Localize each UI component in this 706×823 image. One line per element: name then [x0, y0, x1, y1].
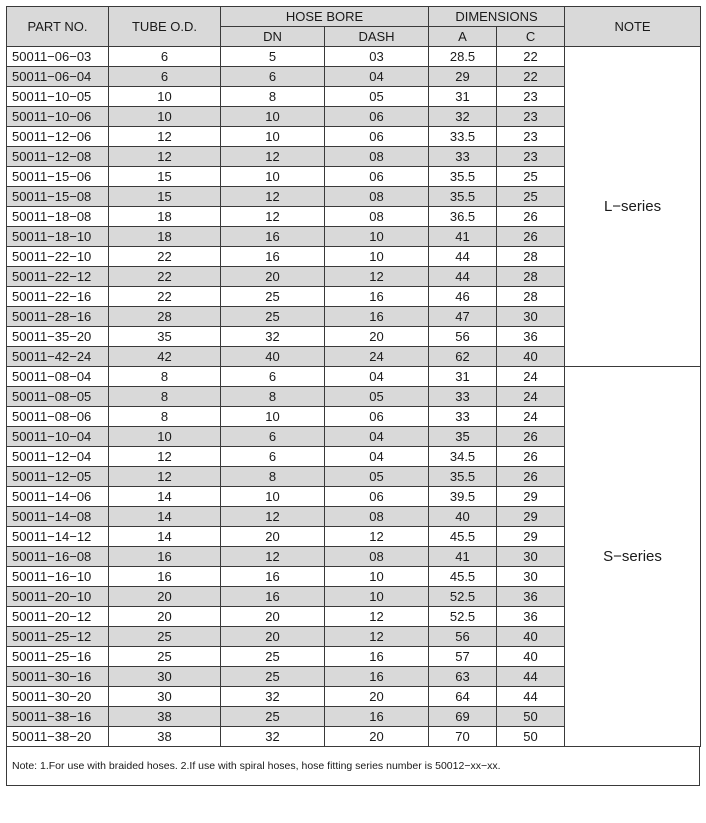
part-no-cell: 50011−14−06	[7, 487, 109, 507]
dim-c-cell: 29	[497, 507, 565, 527]
tube-od-cell: 28	[109, 307, 221, 327]
dim-a-cell: 41	[429, 547, 497, 567]
tube-od-cell: 8	[109, 407, 221, 427]
fitting-spec-table	[6, 6, 701, 747]
dim-a-cell: 29	[429, 67, 497, 87]
table-body	[7, 47, 701, 747]
dim-a-cell: 57	[429, 647, 497, 667]
dim-a-cell: 45.5	[429, 527, 497, 547]
dn-cell: 25	[221, 647, 325, 667]
dn-cell: 20	[221, 627, 325, 647]
dim-a-cell: 32	[429, 107, 497, 127]
dim-a-cell: 64	[429, 687, 497, 707]
dash-cell: 06	[325, 487, 429, 507]
tube-od-cell: 20	[109, 607, 221, 627]
tube-od-cell: 18	[109, 207, 221, 227]
dim-c-cell: 22	[497, 47, 565, 67]
dim-a-cell: 52.5	[429, 587, 497, 607]
part-no-cell: 50011−22−10	[7, 247, 109, 267]
dash-cell: 05	[325, 387, 429, 407]
dn-cell: 16	[221, 567, 325, 587]
tube-od-cell: 10	[109, 87, 221, 107]
dash-cell: 04	[325, 67, 429, 87]
part-no-cell: 50011−12−05	[7, 467, 109, 487]
part-no-cell: 50011−12−04	[7, 447, 109, 467]
dash-cell: 06	[325, 127, 429, 147]
dash-cell: 16	[325, 667, 429, 687]
dn-cell: 5	[221, 47, 325, 67]
dim-c-cell: 26	[497, 227, 565, 247]
part-no-cell: 50011−28−16	[7, 307, 109, 327]
part-no-cell: 50011−42−24	[7, 347, 109, 367]
part-no-cell: 50011−12−08	[7, 147, 109, 167]
part-no-cell: 50011−08−05	[7, 387, 109, 407]
dim-c-cell: 36	[497, 607, 565, 627]
dn-cell: 6	[221, 367, 325, 387]
dim-c-cell: 26	[497, 467, 565, 487]
dim-a-cell: 52.5	[429, 607, 497, 627]
dn-cell: 8	[221, 87, 325, 107]
dash-cell: 04	[325, 427, 429, 447]
tube-od-cell: 22	[109, 287, 221, 307]
dn-cell: 12	[221, 507, 325, 527]
dim-a-cell: 45.5	[429, 567, 497, 587]
dim-c-cell: 36	[497, 587, 565, 607]
dim-c-cell: 36	[497, 327, 565, 347]
part-no-cell: 50011−08−04	[7, 367, 109, 387]
tube-od-cell: 25	[109, 627, 221, 647]
part-no-cell: 50011−10−06	[7, 107, 109, 127]
dim-c-cell: 24	[497, 367, 565, 387]
dim-a-cell: 44	[429, 247, 497, 267]
part-no-cell: 50011−06−04	[7, 67, 109, 87]
dn-cell: 10	[221, 107, 325, 127]
dim-c-cell: 44	[497, 667, 565, 687]
part-no-cell: 50011−20−12	[7, 607, 109, 627]
tube-od-cell: 10	[109, 427, 221, 447]
dim-a-cell: 33	[429, 407, 497, 427]
dim-c-cell: 40	[497, 347, 565, 367]
tube-od-cell: 20	[109, 587, 221, 607]
dim-c-cell: 22	[497, 67, 565, 87]
dn-cell: 25	[221, 707, 325, 727]
dash-cell: 08	[325, 187, 429, 207]
dash-cell: 06	[325, 167, 429, 187]
dim-a-cell: 39.5	[429, 487, 497, 507]
dim-c-cell: 23	[497, 107, 565, 127]
tube-od-cell: 8	[109, 367, 221, 387]
tube-od-cell: 10	[109, 107, 221, 127]
part-no-cell: 50011−10−04	[7, 427, 109, 447]
tube-od-cell: 16	[109, 547, 221, 567]
dash-cell: 20	[325, 327, 429, 347]
dash-cell: 08	[325, 147, 429, 167]
part-no-cell: 50011−06−03	[7, 47, 109, 67]
part-no-cell: 50011−25−12	[7, 627, 109, 647]
dn-cell: 16	[221, 587, 325, 607]
dim-c-cell: 23	[497, 127, 565, 147]
table-row	[7, 47, 701, 67]
dim-a-cell: 33.5	[429, 127, 497, 147]
dash-cell: 05	[325, 87, 429, 107]
tube-od-cell: 22	[109, 267, 221, 287]
dash-cell: 16	[325, 287, 429, 307]
dash-cell: 10	[325, 587, 429, 607]
part-no-cell: 50011−22−16	[7, 287, 109, 307]
tube-od-cell: 15	[109, 167, 221, 187]
dash-cell: 10	[325, 247, 429, 267]
series-note-cell: S−series	[565, 367, 701, 747]
part-no-cell: 50011−30−20	[7, 687, 109, 707]
tube-od-cell: 38	[109, 707, 221, 727]
dim-c-cell: 26	[497, 207, 565, 227]
dn-cell: 6	[221, 427, 325, 447]
part-no-cell: 50011−15−06	[7, 167, 109, 187]
col-header-hose-bore: HOSE BORE	[221, 7, 429, 27]
dn-cell: 32	[221, 687, 325, 707]
dim-a-cell: 63	[429, 667, 497, 687]
dash-cell: 24	[325, 347, 429, 367]
part-no-cell: 50011−15−08	[7, 187, 109, 207]
part-no-cell: 50011−20−10	[7, 587, 109, 607]
col-header-part-no: PART NO.	[7, 7, 109, 47]
dash-cell: 16	[325, 647, 429, 667]
dn-cell: 12	[221, 207, 325, 227]
part-no-cell: 50011−18−08	[7, 207, 109, 227]
dash-cell: 12	[325, 607, 429, 627]
part-no-cell: 50011−16−08	[7, 547, 109, 567]
dim-a-cell: 34.5	[429, 447, 497, 467]
dim-a-cell: 70	[429, 727, 497, 747]
part-no-cell: 50011−16−10	[7, 567, 109, 587]
part-no-cell: 50011−08−06	[7, 407, 109, 427]
dim-a-cell: 35.5	[429, 467, 497, 487]
dn-cell: 20	[221, 527, 325, 547]
dim-c-cell: 30	[497, 307, 565, 327]
tube-od-cell: 14	[109, 507, 221, 527]
dim-a-cell: 33	[429, 147, 497, 167]
part-no-cell: 50011−38−16	[7, 707, 109, 727]
dim-a-cell: 69	[429, 707, 497, 727]
dim-c-cell: 40	[497, 647, 565, 667]
dim-a-cell: 56	[429, 627, 497, 647]
part-no-cell: 50011−18−10	[7, 227, 109, 247]
dim-a-cell: 62	[429, 347, 497, 367]
dim-a-cell: 35.5	[429, 187, 497, 207]
dim-c-cell: 24	[497, 407, 565, 427]
tube-od-cell: 6	[109, 47, 221, 67]
footnote: Note: 1.For use with braided hoses. 2.If use with spiral hoses, hose fitting series number is 50012−xx−xx.	[6, 747, 700, 786]
dash-cell: 06	[325, 407, 429, 427]
dim-c-cell: 30	[497, 547, 565, 567]
header-row	[7, 7, 701, 27]
dash-cell: 10	[325, 227, 429, 247]
col-header-c: C	[497, 27, 565, 47]
tube-od-cell: 35	[109, 327, 221, 347]
dn-cell: 6	[221, 447, 325, 467]
dim-c-cell: 28	[497, 247, 565, 267]
dim-c-cell: 28	[497, 287, 565, 307]
dash-cell: 08	[325, 207, 429, 227]
dn-cell: 20	[221, 267, 325, 287]
part-no-cell: 50011−12−06	[7, 127, 109, 147]
dn-cell: 32	[221, 727, 325, 747]
dim-a-cell: 47	[429, 307, 497, 327]
part-no-cell: 50011−35−20	[7, 327, 109, 347]
dash-cell: 04	[325, 367, 429, 387]
dim-a-cell: 46	[429, 287, 497, 307]
tube-od-cell: 12	[109, 147, 221, 167]
dn-cell: 40	[221, 347, 325, 367]
dim-c-cell: 25	[497, 187, 565, 207]
part-no-cell: 50011−14−08	[7, 507, 109, 527]
tube-od-cell: 16	[109, 567, 221, 587]
table-row	[7, 367, 701, 387]
tube-od-cell: 12	[109, 467, 221, 487]
part-no-cell: 50011−30−16	[7, 667, 109, 687]
dash-cell: 12	[325, 627, 429, 647]
tube-od-cell: 22	[109, 247, 221, 267]
dim-a-cell: 28.5	[429, 47, 497, 67]
dash-cell: 08	[325, 507, 429, 527]
dn-cell: 20	[221, 607, 325, 627]
spec-sheet	[6, 6, 700, 786]
dim-c-cell: 28	[497, 267, 565, 287]
dn-cell: 10	[221, 167, 325, 187]
part-no-cell: 50011−22−12	[7, 267, 109, 287]
dash-cell: 05	[325, 467, 429, 487]
dn-cell: 10	[221, 487, 325, 507]
tube-od-cell: 12	[109, 127, 221, 147]
dn-cell: 8	[221, 387, 325, 407]
dim-c-cell: 50	[497, 727, 565, 747]
dim-c-cell: 44	[497, 687, 565, 707]
dn-cell: 25	[221, 287, 325, 307]
dash-cell: 20	[325, 687, 429, 707]
part-no-cell: 50011−14−12	[7, 527, 109, 547]
dn-cell: 16	[221, 227, 325, 247]
series-note-cell: L−series	[565, 47, 701, 367]
dn-cell: 12	[221, 187, 325, 207]
dn-cell: 12	[221, 147, 325, 167]
dim-a-cell: 35	[429, 427, 497, 447]
dash-cell: 06	[325, 107, 429, 127]
tube-od-cell: 15	[109, 187, 221, 207]
dash-cell: 04	[325, 447, 429, 467]
table-header	[7, 7, 701, 47]
dn-cell: 25	[221, 667, 325, 687]
dn-cell: 10	[221, 127, 325, 147]
part-no-cell: 50011−38−20	[7, 727, 109, 747]
dim-a-cell: 35.5	[429, 167, 497, 187]
tube-od-cell: 14	[109, 487, 221, 507]
tube-od-cell: 14	[109, 527, 221, 547]
dim-c-cell: 23	[497, 147, 565, 167]
dash-cell: 03	[325, 47, 429, 67]
dim-c-cell: 23	[497, 87, 565, 107]
col-header-dimensions: DIMENSIONS	[429, 7, 565, 27]
dn-cell: 25	[221, 307, 325, 327]
col-header-note: NOTE	[565, 7, 701, 47]
col-header-tube-od: TUBE O.D.	[109, 7, 221, 47]
dim-a-cell: 31	[429, 367, 497, 387]
tube-od-cell: 38	[109, 727, 221, 747]
dim-c-cell: 26	[497, 427, 565, 447]
dash-cell: 20	[325, 727, 429, 747]
dim-a-cell: 41	[429, 227, 497, 247]
tube-od-cell: 6	[109, 67, 221, 87]
dim-c-cell: 24	[497, 387, 565, 407]
tube-od-cell: 30	[109, 687, 221, 707]
dim-c-cell: 50	[497, 707, 565, 727]
tube-od-cell: 25	[109, 647, 221, 667]
part-no-cell: 50011−10−05	[7, 87, 109, 107]
dash-cell: 12	[325, 267, 429, 287]
dim-a-cell: 40	[429, 507, 497, 527]
dash-cell: 16	[325, 707, 429, 727]
tube-od-cell: 42	[109, 347, 221, 367]
col-header-a: A	[429, 27, 497, 47]
tube-od-cell: 30	[109, 667, 221, 687]
part-no-cell: 50011−25−16	[7, 647, 109, 667]
dash-cell: 12	[325, 527, 429, 547]
dim-c-cell: 29	[497, 487, 565, 507]
dn-cell: 16	[221, 247, 325, 267]
dn-cell: 12	[221, 547, 325, 567]
dim-c-cell: 25	[497, 167, 565, 187]
dim-a-cell: 56	[429, 327, 497, 347]
dash-cell: 10	[325, 567, 429, 587]
col-header-dash: DASH	[325, 27, 429, 47]
dn-cell: 32	[221, 327, 325, 347]
dim-c-cell: 30	[497, 567, 565, 587]
dim-c-cell: 29	[497, 527, 565, 547]
dash-cell: 16	[325, 307, 429, 327]
dim-a-cell: 44	[429, 267, 497, 287]
tube-od-cell: 18	[109, 227, 221, 247]
dim-c-cell: 26	[497, 447, 565, 467]
tube-od-cell: 8	[109, 387, 221, 407]
dim-a-cell: 31	[429, 87, 497, 107]
dn-cell: 6	[221, 67, 325, 87]
dn-cell: 10	[221, 407, 325, 427]
dim-a-cell: 36.5	[429, 207, 497, 227]
dim-c-cell: 40	[497, 627, 565, 647]
col-header-dn: DN	[221, 27, 325, 47]
dash-cell: 08	[325, 547, 429, 567]
dim-a-cell: 33	[429, 387, 497, 407]
dn-cell: 8	[221, 467, 325, 487]
tube-od-cell: 12	[109, 447, 221, 467]
